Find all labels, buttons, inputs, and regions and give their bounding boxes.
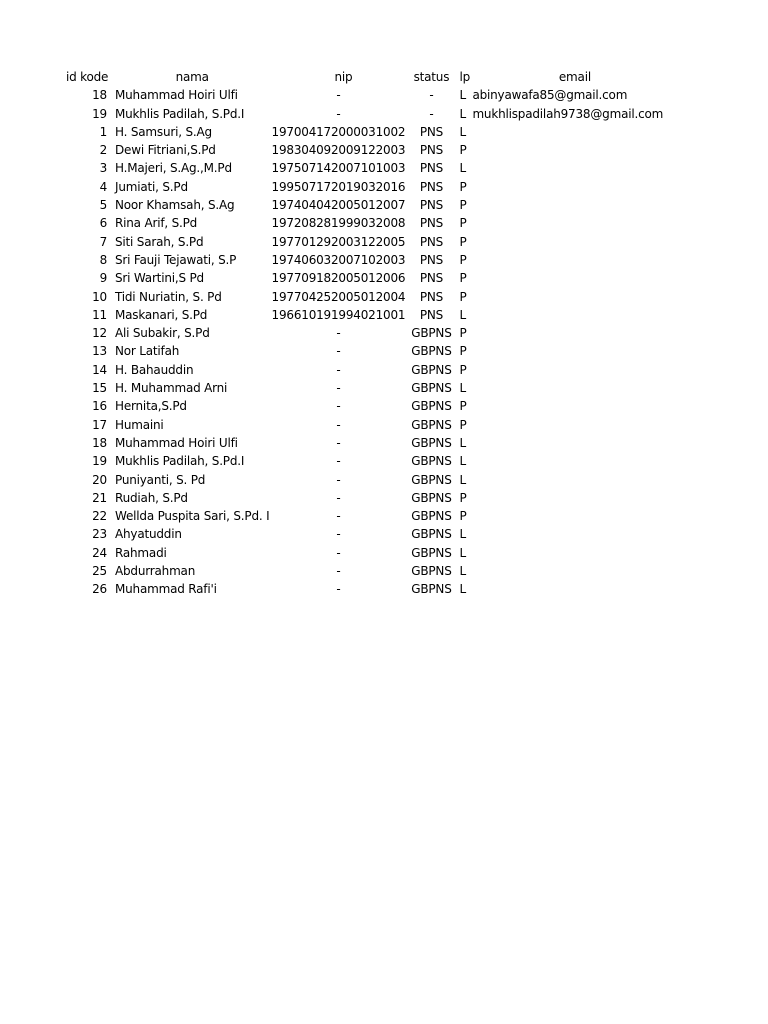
cell-status: PNS xyxy=(419,307,444,322)
cell-nama: Abdurrahman xyxy=(115,564,196,579)
cell-nama: Rina Arif, S.Pd xyxy=(115,216,198,231)
cell-status: GBPNS xyxy=(411,381,452,396)
cell-email xyxy=(472,544,677,562)
cell-nip: - xyxy=(336,582,341,597)
cell-lp: P xyxy=(459,417,467,432)
table-row xyxy=(62,214,677,232)
cell-nip: - xyxy=(336,362,341,377)
cell-nip: 198304092009122003 xyxy=(271,143,406,158)
cell-status: PNS xyxy=(419,252,444,267)
cell-nama: Jumiati, S.Pd xyxy=(115,179,188,194)
cell-id: 14 xyxy=(92,362,107,377)
cell-email xyxy=(472,141,677,159)
cell-id: 3 xyxy=(99,161,107,176)
cell-email xyxy=(472,562,677,580)
cell-lp: P xyxy=(459,271,467,286)
cell-nama: Tidi Nuriatin, S. Pd xyxy=(115,289,222,304)
cell-lp: L xyxy=(459,106,466,121)
table-row xyxy=(62,159,677,177)
cell-lp: L xyxy=(459,582,466,597)
cell-lp: L xyxy=(459,124,466,139)
cell-nip: - xyxy=(336,326,341,341)
cell-id: 26 xyxy=(92,582,107,597)
cell-nip: 197704252005012004 xyxy=(271,289,406,304)
table-row xyxy=(62,178,677,196)
cell-email xyxy=(472,288,677,306)
cell-nip: 197406032007102003 xyxy=(271,252,406,267)
cell-nama: H.Majeri, S.Ag.,M.Pd xyxy=(115,161,232,176)
cell-lp: L xyxy=(459,161,466,176)
cell-nip: 197507142007101003 xyxy=(271,161,406,176)
cell-nip: - xyxy=(336,545,341,560)
cell-status: GBPNS xyxy=(411,509,452,524)
table-row xyxy=(62,471,677,489)
cell-nip: 197701292003122005 xyxy=(271,234,406,249)
cell-status: PNS xyxy=(419,143,444,158)
cell-status: GBPNS xyxy=(411,344,452,359)
cell-email xyxy=(472,123,677,141)
cell-nip: 197208281999032008 xyxy=(271,216,406,231)
cell-email xyxy=(472,489,677,507)
cell-id: 9 xyxy=(99,271,107,286)
cell-nama: H. Bahauddin xyxy=(115,362,194,377)
cell-email: mukhlispadilah9738@gmail.com xyxy=(472,106,664,121)
cell-email xyxy=(472,525,677,543)
cell-nama: Mukhlis Padilah, S.Pd.I xyxy=(115,106,245,121)
cell-status: PNS xyxy=(419,179,444,194)
cell-status: GBPNS xyxy=(411,582,452,597)
cell-email xyxy=(472,178,677,196)
table-row xyxy=(62,525,677,543)
cell-nip: 197709182005012006 xyxy=(271,271,406,286)
header-nip: nip xyxy=(334,70,353,84)
cell-status: - xyxy=(429,88,434,103)
cell-nama: Rudiah, S.Pd xyxy=(115,490,188,505)
table-row xyxy=(62,452,677,470)
cell-status: PNS xyxy=(419,289,444,304)
cell-status: GBPNS xyxy=(411,417,452,432)
cell-nama: Muhammad Hoiri Ulfi xyxy=(115,435,238,450)
cell-lp: P xyxy=(459,216,467,231)
cell-id: 13 xyxy=(92,344,107,359)
cell-email xyxy=(472,580,677,598)
cell-nama: Mukhlis Padilah, S.Pd.I xyxy=(115,454,245,469)
cell-nip: - xyxy=(336,381,341,396)
cell-lp: L xyxy=(459,435,466,450)
cell-email xyxy=(472,214,677,232)
spreadsheet-sheet xyxy=(62,68,677,599)
cell-id: 1 xyxy=(99,124,107,139)
table-row xyxy=(62,233,677,251)
cell-email xyxy=(472,269,677,287)
cell-id: 15 xyxy=(92,381,107,396)
table-row xyxy=(62,544,677,562)
table-row xyxy=(62,196,677,214)
cell-status: PNS xyxy=(419,216,444,231)
table-row xyxy=(62,562,677,580)
cell-email xyxy=(472,159,677,177)
cell-lp: L xyxy=(459,527,466,542)
cell-nama: Maskanari, S.Pd xyxy=(115,307,208,322)
cell-lp: L xyxy=(459,307,466,322)
cell-id: 25 xyxy=(92,564,107,579)
cell-email xyxy=(472,471,677,489)
cell-status: GBPNS xyxy=(411,545,452,560)
cell-id: 10 xyxy=(92,289,107,304)
cell-lp: L xyxy=(459,545,466,560)
cell-id: 24 xyxy=(92,545,107,560)
cell-status: GBPNS xyxy=(411,435,452,450)
cell-id: 6 xyxy=(99,216,107,231)
table-row xyxy=(62,379,677,397)
cell-lp: P xyxy=(459,509,467,524)
cell-email xyxy=(472,507,677,525)
cell-id: 16 xyxy=(92,399,107,414)
cell-nip: - xyxy=(336,106,341,121)
cell-nama: Ali Subakir, S.Pd xyxy=(115,326,210,341)
cell-status: GBPNS xyxy=(411,454,452,469)
cell-id: 5 xyxy=(99,198,107,213)
table-row xyxy=(62,507,677,525)
cell-lp: P xyxy=(459,143,467,158)
cell-status: - xyxy=(429,106,434,121)
cell-id: 18 xyxy=(92,88,107,103)
table-row xyxy=(62,251,677,269)
cell-nama: Siti Sarah, S.Pd xyxy=(115,234,204,249)
cell-email xyxy=(472,196,677,214)
cell-status: PNS xyxy=(419,198,444,213)
cell-status: GBPNS xyxy=(411,326,452,341)
cell-email xyxy=(472,361,677,379)
cell-nip: - xyxy=(336,88,341,103)
cell-nip: - xyxy=(336,344,341,359)
table-row xyxy=(62,288,677,306)
table-row xyxy=(62,306,677,324)
table-row xyxy=(62,489,677,507)
cell-email xyxy=(472,397,677,415)
cell-status: GBPNS xyxy=(411,362,452,377)
cell-lp: L xyxy=(459,454,466,469)
cell-lp: P xyxy=(459,399,467,414)
cell-lp: L xyxy=(459,381,466,396)
table-row xyxy=(62,105,677,123)
cell-nama: Noor Khamsah, S.Ag xyxy=(115,198,235,213)
cell-lp: P xyxy=(459,234,467,249)
header-lp: lp xyxy=(459,70,470,84)
cell-nama: Rahmadi xyxy=(115,545,167,560)
cell-nip: - xyxy=(336,509,341,524)
cell-lp: P xyxy=(459,362,467,377)
cell-email xyxy=(472,324,677,342)
table-row xyxy=(62,361,677,379)
cell-status: GBPNS xyxy=(411,472,452,487)
cell-lp: L xyxy=(459,88,466,103)
cell-nip: - xyxy=(336,435,341,450)
cell-status: PNS xyxy=(419,124,444,139)
table-row xyxy=(62,324,677,342)
cell-nama: Dewi Fitriani,S.Pd xyxy=(115,143,216,158)
cell-status: GBPNS xyxy=(411,564,452,579)
cell-id: 8 xyxy=(99,252,107,267)
cell-status: GBPNS xyxy=(411,490,452,505)
header-nama: nama xyxy=(175,70,209,84)
cell-email xyxy=(472,251,677,269)
cell-email xyxy=(472,233,677,251)
cell-id: 11 xyxy=(92,307,107,322)
cell-lp: P xyxy=(459,344,467,359)
table-row xyxy=(62,416,677,434)
cell-nama: Sri Fauji Tejawati, S.P xyxy=(115,252,237,267)
cell-id: 2 xyxy=(99,143,107,158)
cell-id: 4 xyxy=(99,179,107,194)
cell-id: 18 xyxy=(92,435,107,450)
cell-nip: - xyxy=(336,564,341,579)
table-row xyxy=(62,86,677,104)
cell-nama: Sri Wartini,S Pd xyxy=(115,271,204,286)
cell-nip: - xyxy=(336,527,341,542)
table-row xyxy=(62,434,677,452)
table-row xyxy=(62,580,677,598)
cell-nama: Ahyatuddin xyxy=(115,527,182,542)
header-email: email xyxy=(558,70,591,84)
cell-lp: P xyxy=(459,252,467,267)
cell-nip: 197404042005012007 xyxy=(271,198,406,213)
cell-email xyxy=(472,416,677,434)
table-row xyxy=(62,141,677,159)
cell-status: PNS xyxy=(419,161,444,176)
cell-nama: Muhammad Hoiri Ulfi xyxy=(115,88,238,103)
cell-nama: Nor Latifah xyxy=(115,344,180,359)
table-row xyxy=(62,269,677,287)
cell-email xyxy=(472,342,677,360)
cell-id: 7 xyxy=(99,234,107,249)
cell-email xyxy=(472,452,677,470)
cell-id: 19 xyxy=(92,454,107,469)
cell-nama: H. Muhammad Arni xyxy=(115,381,228,396)
cell-nama: Hernita,S.Pd xyxy=(115,399,187,414)
header-status: status xyxy=(413,70,450,84)
cell-lp: P xyxy=(459,326,467,341)
cell-id: 23 xyxy=(92,527,107,542)
cell-nip: 197004172000031002 xyxy=(271,124,406,139)
cell-email xyxy=(472,306,677,324)
cell-nip: - xyxy=(336,490,341,505)
cell-email xyxy=(472,379,677,397)
cell-lp: P xyxy=(459,490,467,505)
table-row xyxy=(62,123,677,141)
teacher-data-table xyxy=(62,68,677,599)
cell-id: 20 xyxy=(92,472,107,487)
cell-nip: - xyxy=(336,399,341,414)
cell-status: PNS xyxy=(419,271,444,286)
cell-email xyxy=(472,434,677,452)
cell-id: 12 xyxy=(92,326,107,341)
cell-lp: L xyxy=(459,472,466,487)
cell-nama: H. Samsuri, S.Ag xyxy=(115,124,212,139)
cell-lp: P xyxy=(459,198,467,213)
cell-id: 21 xyxy=(92,490,107,505)
cell-lp: L xyxy=(459,564,466,579)
cell-status: GBPNS xyxy=(411,527,452,542)
table-row xyxy=(62,342,677,360)
cell-nama: Muhammad Rafi'i xyxy=(115,582,217,597)
cell-nip: - xyxy=(336,454,341,469)
cell-nama: Humaini xyxy=(115,417,164,432)
table-body xyxy=(62,86,677,598)
cell-nip: - xyxy=(336,472,341,487)
cell-id: 22 xyxy=(92,509,107,524)
cell-nip: - xyxy=(336,417,341,432)
table-header-row xyxy=(62,68,677,86)
header-id-kode: id kode xyxy=(66,70,109,84)
cell-lp: P xyxy=(459,179,467,194)
cell-status: PNS xyxy=(419,234,444,249)
cell-nip: 199507172019032016 xyxy=(271,179,406,194)
cell-status: GBPNS xyxy=(411,399,452,414)
cell-nip: 196610191994021001 xyxy=(271,307,406,322)
cell-nama: Puniyanti, S. Pd xyxy=(115,472,206,487)
cell-email: abinyawafa85@gmail.com xyxy=(472,88,628,103)
cell-lp: P xyxy=(459,289,467,304)
cell-id: 17 xyxy=(92,417,107,432)
table-row xyxy=(62,397,677,415)
cell-id: 19 xyxy=(92,106,107,121)
cell-nama: Wellda Puspita Sari, S.Pd. I xyxy=(115,509,270,524)
